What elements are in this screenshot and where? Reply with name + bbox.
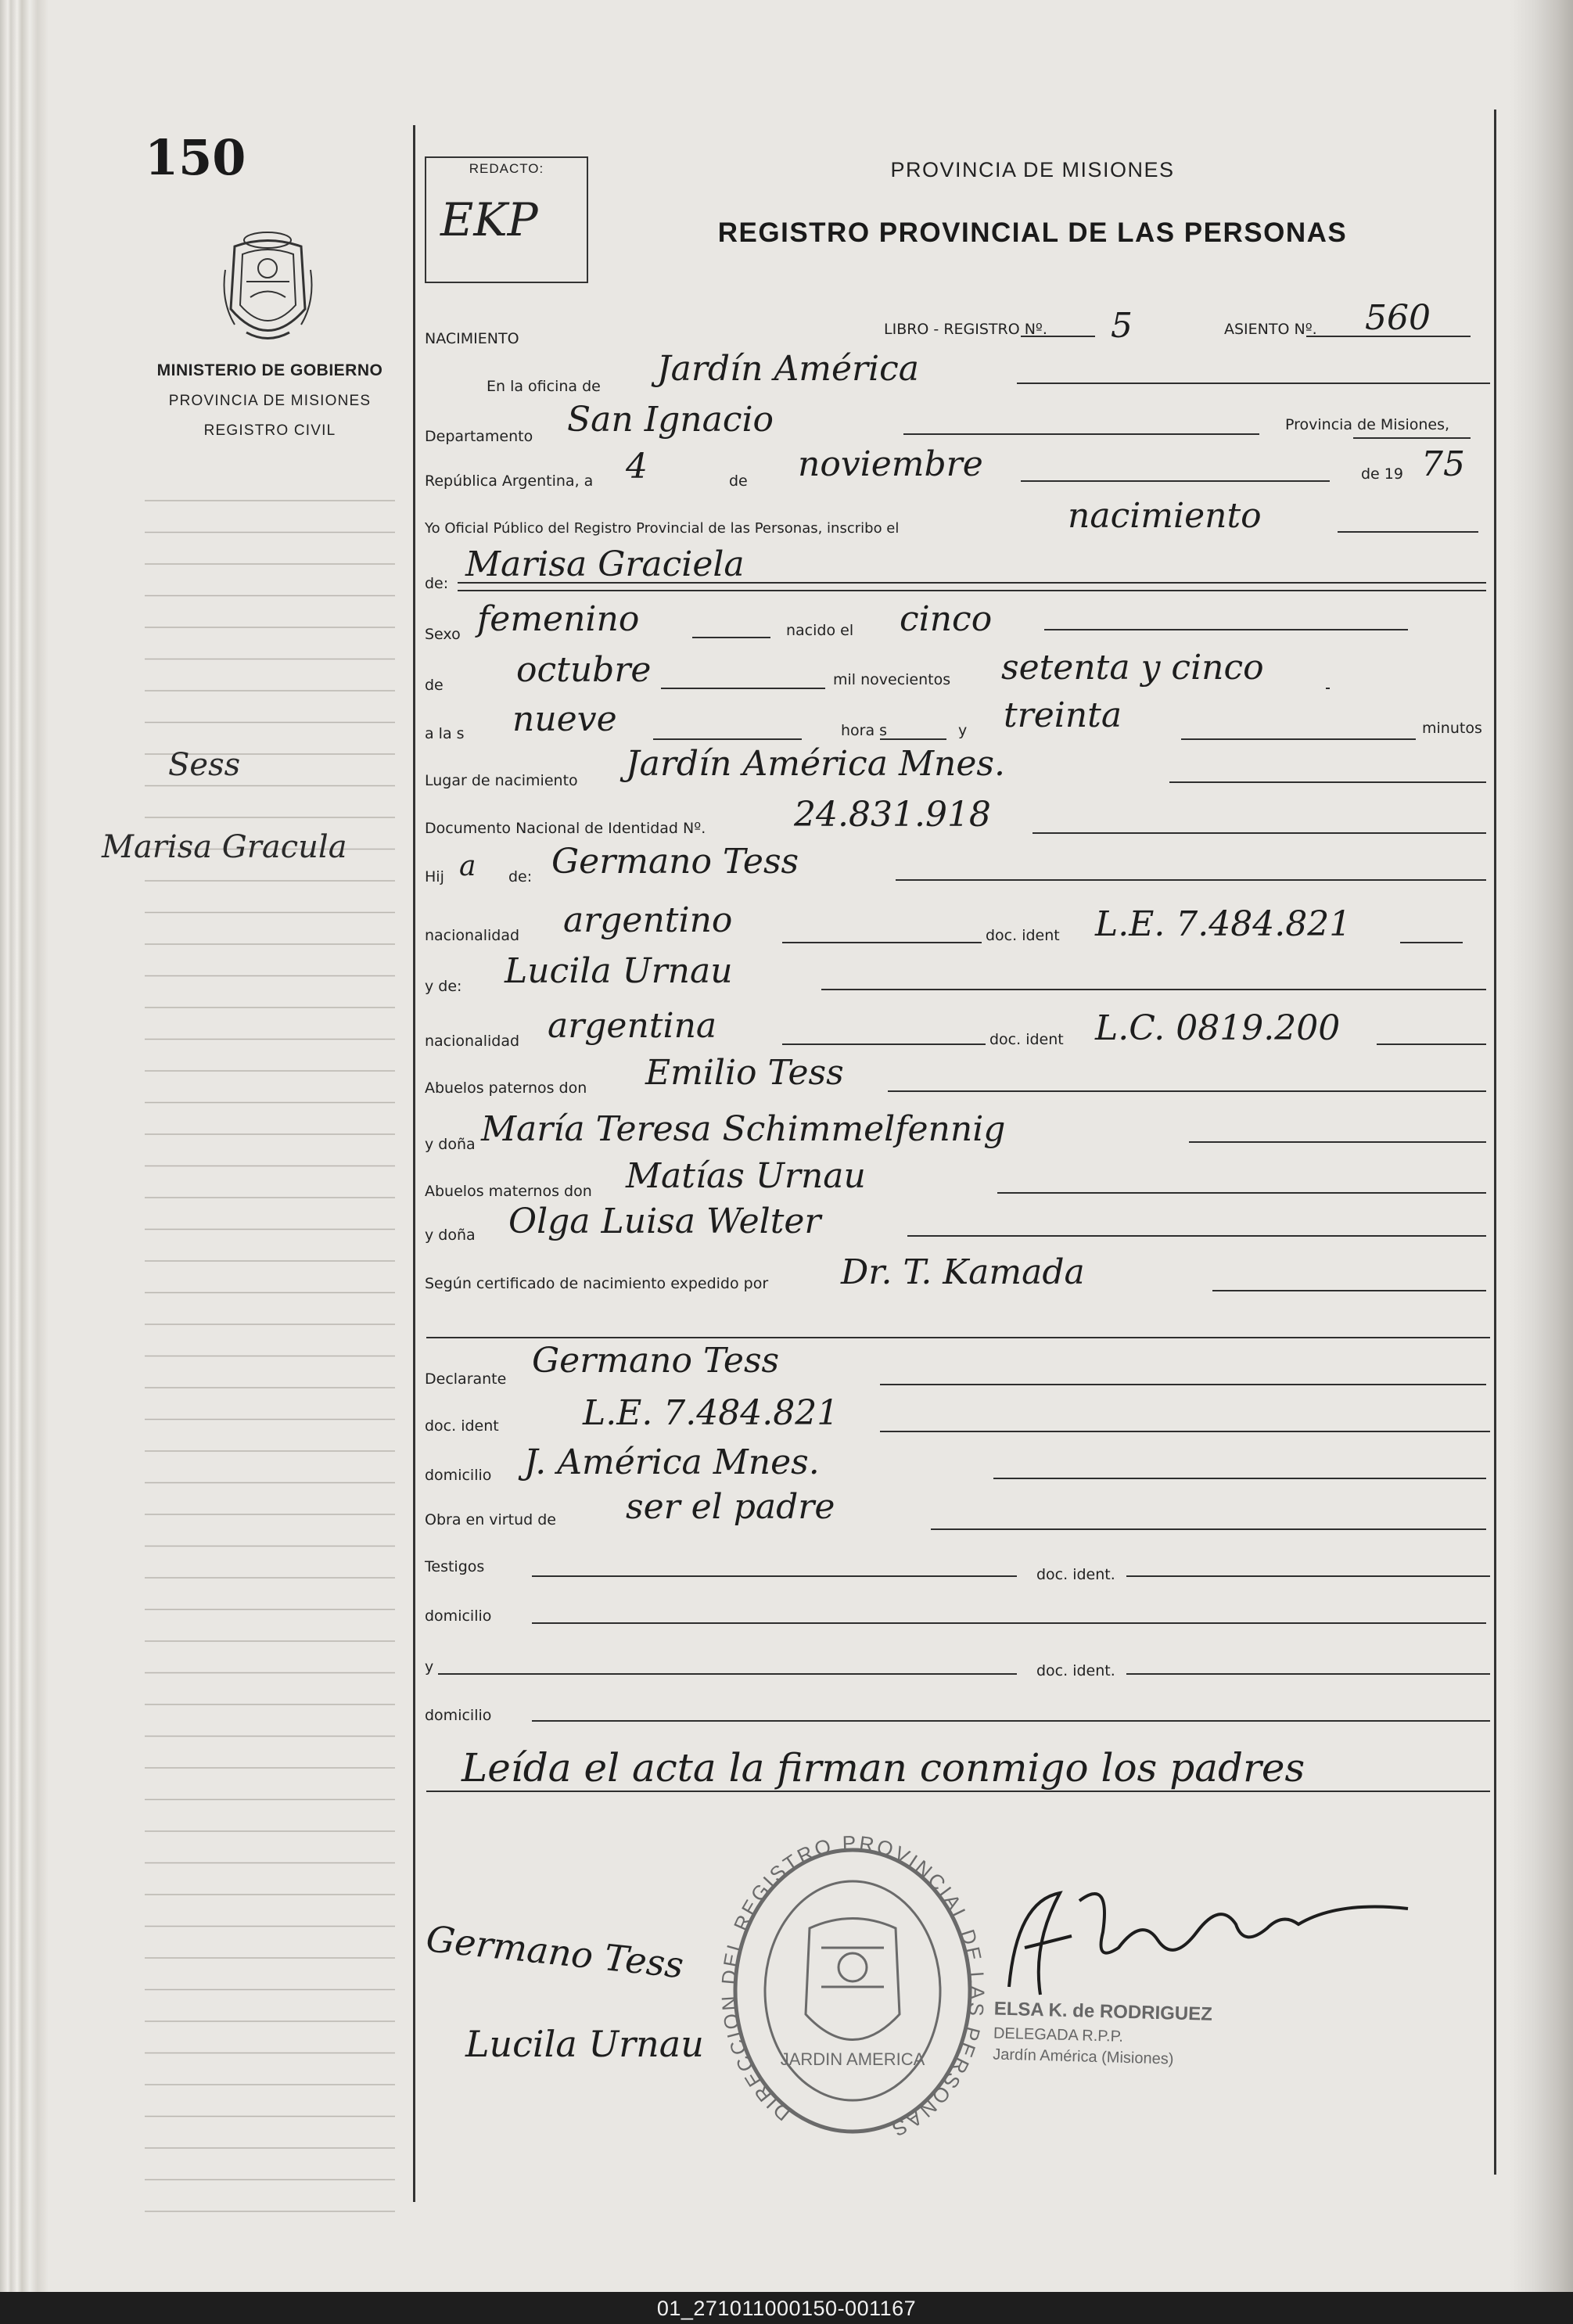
oficina-label: En la oficina de [487,378,601,395]
abuelos-mat-label: Abuelos maternos don [425,1183,592,1200]
ministry-province: PROVINCIA DE MISIONES [168,393,372,409]
de19-label: de 19 [1361,465,1403,483]
certificado-value: Dr. T. Kamada [841,1252,1085,1292]
testigos-label: Testigos [425,1558,485,1575]
mes-nac-value: octubre [516,650,652,690]
abuela-pat-value: María Teresa Schimmelfennig [481,1109,1006,1149]
nac-madre-value: argentina [548,1006,717,1046]
domicilio-label: domicilio [425,1467,492,1484]
nac-padre-label: nacionalidad [425,927,520,944]
official-place: Jardín América (Misiones) [992,2046,1174,2068]
dni-label: Documento Nacional de Identidad Nº. [425,820,706,837]
margin-note-surname: Sess [168,747,241,783]
official-role: DELEGADA R.P.P. [993,2024,1124,2046]
y2-label: y [425,1658,434,1676]
ydona-label: y doña [425,1136,476,1153]
doc-ident-label: doc. ident [986,927,1060,944]
folio-number: 150 [145,129,246,186]
official-signature [986,1870,1455,2018]
departamento-label: Departamento [425,428,533,445]
asiento-value: 560 [1365,298,1431,338]
abuelo-pat-value: Emilio Tess [645,1053,844,1093]
hij-de-label: de: [508,868,533,885]
doc-ident2-label: doc. ident [989,1031,1064,1048]
father-signature: Germano Tess [424,1917,686,1987]
minutos-label: minutos [1422,720,1482,737]
ministry-office: REGISTRO CIVIL [203,422,336,439]
de-label: de [729,472,748,490]
domicilio-value: J. América Mnes. [524,1442,820,1482]
lugar-label: Lugar de nacimiento [425,772,578,789]
doc-padre-value: L.E. 7.484.821 [1095,904,1352,944]
declarante-label: Declarante [425,1370,507,1388]
libro-label: LIBRO - REGISTRO Nº. [884,321,1047,338]
image-id: 01_271011000150-001167 [656,2297,917,2320]
doc-decl-label: doc. ident [425,1417,499,1435]
dia-value: 4 [626,447,648,487]
registry-stamp [712,1830,993,2159]
stamp-crest-icon [806,1919,900,2040]
nacido-label: nacido el [786,622,854,639]
domicilio2-label: domicilio [425,1607,492,1625]
lugar-value: Jardín América Mnes. [626,744,1005,784]
ministry-name: MINISTERIO DE GOBIERNO [156,361,383,379]
official-name: ELSA K. de RODRIGUEZ [993,1998,1213,2025]
ydona2-label: y doña [425,1227,476,1244]
asiento-label: ASIENTO Nº. [1224,321,1317,338]
nacimiento-label: NACIMIENTO [425,330,519,347]
form-left-border [413,125,415,2202]
sexo-value: femenino [477,599,640,639]
acto-value: nacimiento [1068,496,1262,536]
doc-madre-value: L.C. 0819.200 [1095,1008,1341,1048]
de-nombre-label: de: [425,575,449,592]
hij-value: a [459,850,476,882]
stamp-inner-text: JARDIN AMERICA [780,2049,925,2069]
madre-value: Lucila Urnau [505,951,733,991]
sexo-label: Sexo [425,626,461,643]
libro-value: 5 [1111,306,1133,346]
minutos-value: treinta [1004,695,1122,735]
certificado-label: Según certificado de nacimiento expedido por [425,1275,769,1292]
obra-label: Obra en virtud de [425,1511,556,1528]
redacto-initials: EKP [440,193,538,246]
nacido-value: cinco [900,599,993,639]
nombre-value: Marisa Graciela [465,544,745,584]
anio-value: 75 [1421,444,1465,484]
stamp-ring-text: DIRECCION DEL REGISTRO PROVINCIAL DE LAS PERSONAS [716,1830,989,2143]
closing-statement: Leída el acta la firman conmigo los padres [461,1745,1305,1791]
anio-nac-value: setenta y cinco [1001,648,1264,688]
doc-ident4-label: doc. ident. [1036,1662,1115,1679]
redacto-label: REDACTO: [469,161,544,176]
header-province: PROVINCIA DE MISIONES [890,158,1175,181]
republica-label: República Argentina, a [425,472,594,490]
margin-note-given-names: Marisa Gracula [102,829,347,865]
abuela-mat-value: Olga Luisa Welter [508,1202,821,1241]
ala-label: a la s [425,725,465,742]
ministry-block [141,361,399,440]
padre-value: Germano Tess [551,842,799,882]
departamento-value: San Ignacio [567,400,774,440]
mes-value: noviembre [798,444,983,484]
doc-decl-value: L.E. 7.484.821 [583,1393,839,1433]
nac-padre-value: argentino [563,900,733,940]
header-registry: REGISTRO PROVINCIAL DE LAS PERSONAS [717,217,1348,248]
oficial-label: Yo Oficial Público del Registro Provincial de las Personas, inscribo el [425,520,900,537]
domicilio3-label: domicilio [425,1707,492,1724]
declarante-value: Germano Tess [532,1341,780,1381]
de2-label: de [425,677,444,694]
abuelos-pat-label: Abuelos paternos don [425,1079,587,1097]
y-label: y [958,722,968,739]
dni-value: 24.831.918 [794,795,991,835]
hij-label: Hij [425,868,444,885]
hora-label: hora s [841,722,888,739]
obra-value: ser el padre [626,1487,835,1527]
redacto-box [425,156,588,283]
official-stamp [993,1999,1323,2073]
mil-label: mil novecientos [833,671,951,688]
yde-label: y de: [425,978,462,995]
coat-of-arms-icon [219,223,317,352]
image-caption-bar [0,2292,1573,2324]
nac-madre-label: nacionalidad [425,1033,520,1050]
form-right-border [1494,110,1496,2175]
provincia-label: Provincia de Misiones, [1285,416,1450,433]
doc-ident3-label: doc. ident. [1036,1566,1115,1583]
mother-signature: Lucila Urnau [465,2023,704,2065]
oficina-value: Jardín América [657,349,919,389]
abuelo-mat-value: Matías Urnau [626,1156,866,1196]
hora-value: nueve [512,699,617,739]
